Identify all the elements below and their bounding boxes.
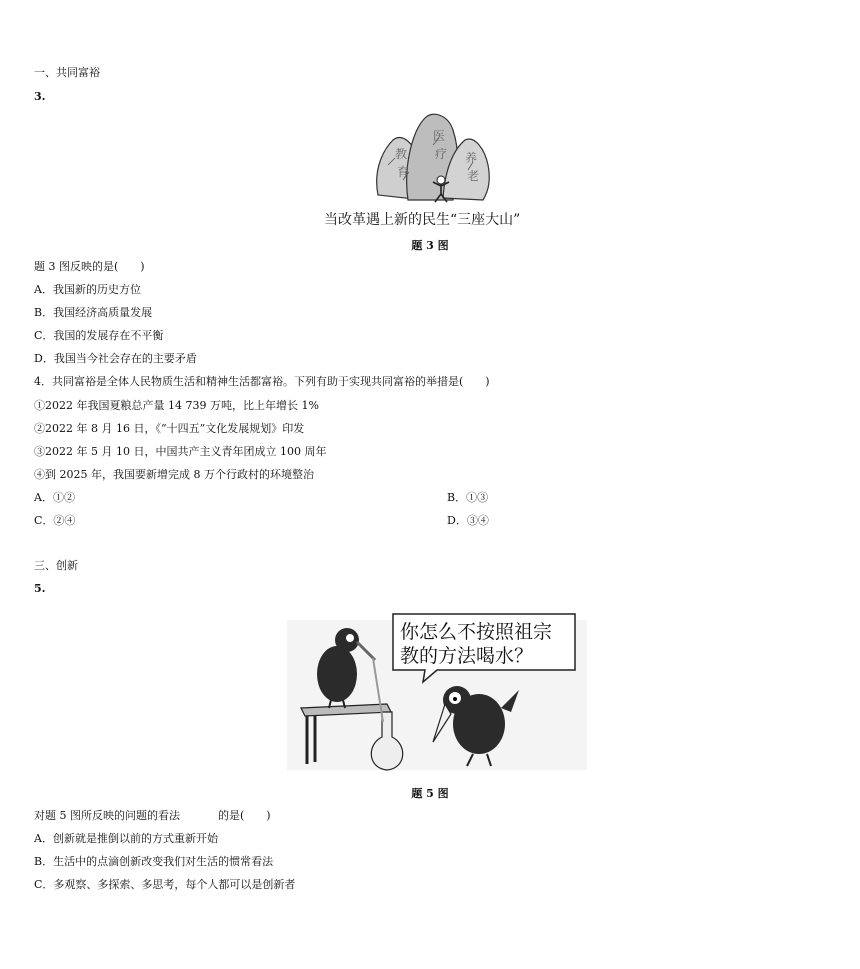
mountain-label-liao: 疗 bbox=[435, 147, 448, 161]
question-4-option-c: C．②④ bbox=[34, 514, 76, 527]
question-3-option-d: D．我国当今社会存在的主要矛盾 bbox=[34, 352, 197, 365]
figure-3-mountains-illustration bbox=[373, 110, 493, 205]
question-3-stem: 题 3 图反映的是( ) bbox=[34, 260, 145, 273]
question-4-item-1: ①2022 年我国夏粮总产量 14 739 万吨，比上年增长 1% bbox=[34, 399, 319, 412]
question-3-number: 3. bbox=[34, 90, 46, 103]
question-5-option-c: C．多观察、多探索、多思考，每个人都可以是创新者 bbox=[34, 878, 296, 891]
figure-3-title: 题 3 图 bbox=[411, 239, 449, 252]
question-4-option-b: B．①③ bbox=[447, 491, 489, 504]
question-4-item-2: ②2022 年 8 月 16 日，《“十四五”文化发展规划》印发 bbox=[34, 422, 305, 435]
question-4-item-3: ③2022 年 5 月 10 日，中国共产主义青年团成立 100 周年 bbox=[34, 445, 327, 458]
speech-bubble-line-1: 你怎么不按照祖宗 bbox=[400, 621, 553, 643]
question-5-stem-part-2: 的是( ) bbox=[218, 809, 271, 822]
question-4-option-a: A．①② bbox=[34, 491, 75, 504]
mountain-label-jiao: 教 bbox=[395, 147, 408, 161]
question-4-item-4: ④到 2025 年，我国要新增完成 8 万个行政村的环境整治 bbox=[34, 468, 314, 481]
mountain-label-yang: 养 bbox=[465, 151, 478, 165]
figure-3-caption-text: 当改革遇上新的民生“三座大山” bbox=[324, 212, 521, 228]
mountain-label-yi: 医 bbox=[433, 129, 446, 143]
question-5-stem bbox=[34, 809, 271, 823]
question-5-stem-part-1: 对题 5 图所反映的问题的看法 bbox=[34, 809, 180, 822]
section-heading-common-prosperity: 一、共同富裕 bbox=[34, 66, 100, 79]
question-4-option-d: D．③④ bbox=[447, 514, 489, 527]
question-5-option-b: B．生活中的点滴创新改变我们对生活的惯常看法 bbox=[34, 855, 274, 868]
figure-5-title: 题 5 图 bbox=[411, 787, 449, 800]
section-heading-innovation: 三、创新 bbox=[34, 559, 78, 572]
question-4-stem: 4．共同富裕是全体人民物质生活和精神生活都富裕。下列有助于实现共同富裕的举措是( ) bbox=[34, 375, 490, 388]
mountain-label-lao: 老 bbox=[467, 169, 480, 183]
mountain-label-yu: 育 bbox=[397, 165, 410, 179]
figure-5-crow-cartoon bbox=[287, 612, 587, 774]
question-3-option-a: A．我国新的历史方位 bbox=[34, 283, 141, 296]
speech-bubble-line-2: 教的方法喝水？ bbox=[400, 645, 534, 667]
question-3-option-b: B．我国经济高质量发展 bbox=[34, 306, 153, 319]
question-3-option-c: C．我国的发展存在不平衡 bbox=[34, 329, 164, 342]
question-5-option-a: A．创新就是推倒以前的方式重新开始 bbox=[34, 832, 218, 845]
question-5-number: 5. bbox=[34, 582, 46, 595]
